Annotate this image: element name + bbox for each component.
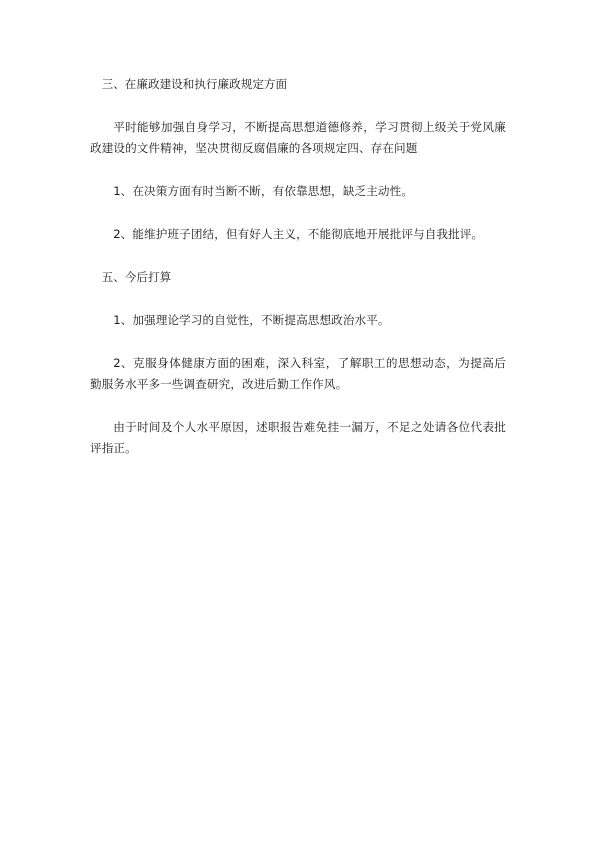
paragraph-issue-1: 1、在决策方面有时当断不断，有依靠思想，缺乏主动性。 bbox=[113, 184, 414, 198]
section-heading-plans: 五、今后打算 bbox=[101, 270, 172, 284]
paragraph-plan-2: 2、克服身体健康方面的困难，深入科室，了解职工的思想动态，为提高后勤服务水平多一些调查研究，改进后勤工作作风。 bbox=[90, 356, 506, 391]
paragraph-issue-2: 2、能维护班子团结，但有好人主义，不能彻底地开展批评与自我批评。 bbox=[113, 227, 484, 241]
section-heading-integrity: 三、在廉政建设和执行廉政规定方面 bbox=[101, 77, 288, 91]
paragraph-plan-1: 1、加强理论学习的自觉性，不断提高思想政治水平。 bbox=[113, 313, 390, 327]
document-body bbox=[90, 74, 506, 481]
paragraph-integrity-study: 平时能够加强自身学习，不断提高思想道德修养，学习贯彻上级关于党风廉政建设的文件精神，坚决贯彻反腐倡廉的各项规定四、存在问题 bbox=[90, 120, 506, 155]
paragraph-closing: 由于时间及个人水平原因，述职报告难免挂一漏万，不足之处请各位代表批评指正。 bbox=[90, 420, 506, 455]
